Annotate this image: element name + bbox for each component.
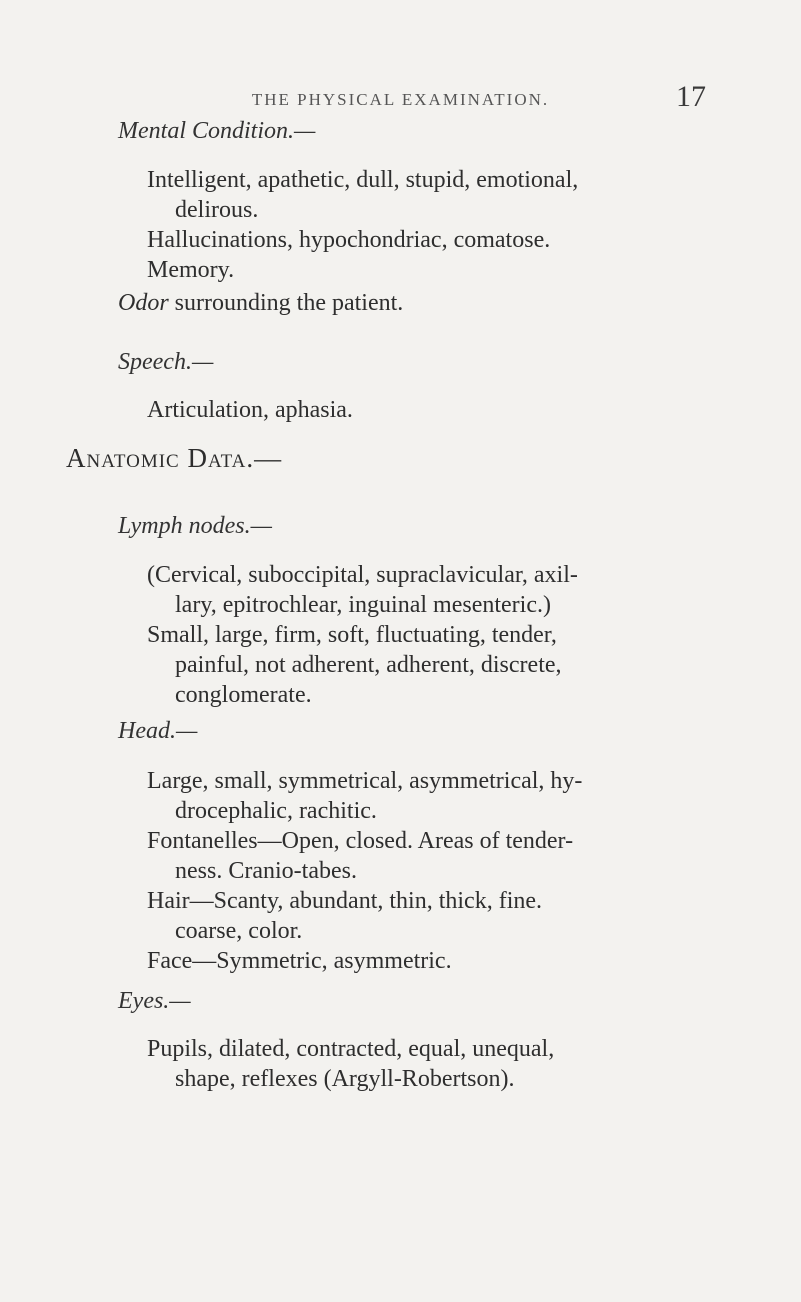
text-line: lary, epitrochlear, inguinal mesenteric.) xyxy=(175,592,551,618)
eyes-text xyxy=(147,1034,757,1094)
text-line: drocephalic, rachitic. xyxy=(175,798,377,824)
text-line: Pupils, dilated, contracted, equal, unequal, xyxy=(147,1036,555,1062)
anatomic-data-heading: Anatomic Data.— xyxy=(66,443,283,473)
text-line: Small, large, firm, soft, fluctuating, tender, xyxy=(147,622,557,648)
speech-heading: Speech.— xyxy=(118,349,214,375)
odor-text: surrounding the patient. xyxy=(168,290,404,316)
text-line: Articulation, aphasia. xyxy=(147,397,353,423)
odor-label: Odor xyxy=(118,290,169,316)
lymph-nodes-heading: Lymph nodes.— xyxy=(118,513,272,539)
head-heading: Head.— xyxy=(118,718,198,744)
page-number: 17 xyxy=(676,80,706,113)
text-line: Large, small, symmetrical, asymmetrical, hy- xyxy=(147,768,583,794)
head-text xyxy=(147,766,757,976)
text-line: shape, reflexes (Argyll-Robertson). xyxy=(175,1066,515,1092)
text-line: conglomerate. xyxy=(175,682,312,708)
eyes-heading: Eyes.— xyxy=(118,988,191,1014)
odor-line xyxy=(118,288,718,318)
text-line: ness. Cranio-tabes. xyxy=(175,858,357,884)
mental-condition-heading: Mental Condition.— xyxy=(118,118,316,144)
text-line: Fontanelles—Open, closed. Areas of tender- xyxy=(147,828,574,854)
text-line: coarse, color. xyxy=(175,918,303,944)
mental-condition-text xyxy=(147,165,747,285)
text-line: Hallucinations, hypochondriac, comatose. xyxy=(147,227,551,253)
text-line: delirous. xyxy=(175,197,259,223)
text-line: (Cervical, suboccipital, supraclavicular, axil- xyxy=(147,562,578,588)
speech-text xyxy=(147,395,747,425)
text-line: Face—Symmetric, asymmetric. xyxy=(147,948,452,974)
lymph-nodes-text xyxy=(147,560,757,710)
running-head: THE PHYSICAL EXAMINATION. xyxy=(251,90,550,109)
text-line: Memory. xyxy=(147,257,235,283)
text-line: painful, not adherent, adherent, discrete, xyxy=(175,652,562,678)
text-line: Hair—Scanty, abundant, thin, thick, fine. xyxy=(147,888,543,914)
text-line: Intelligent, apathetic, dull, stupid, emotional, xyxy=(147,167,579,193)
